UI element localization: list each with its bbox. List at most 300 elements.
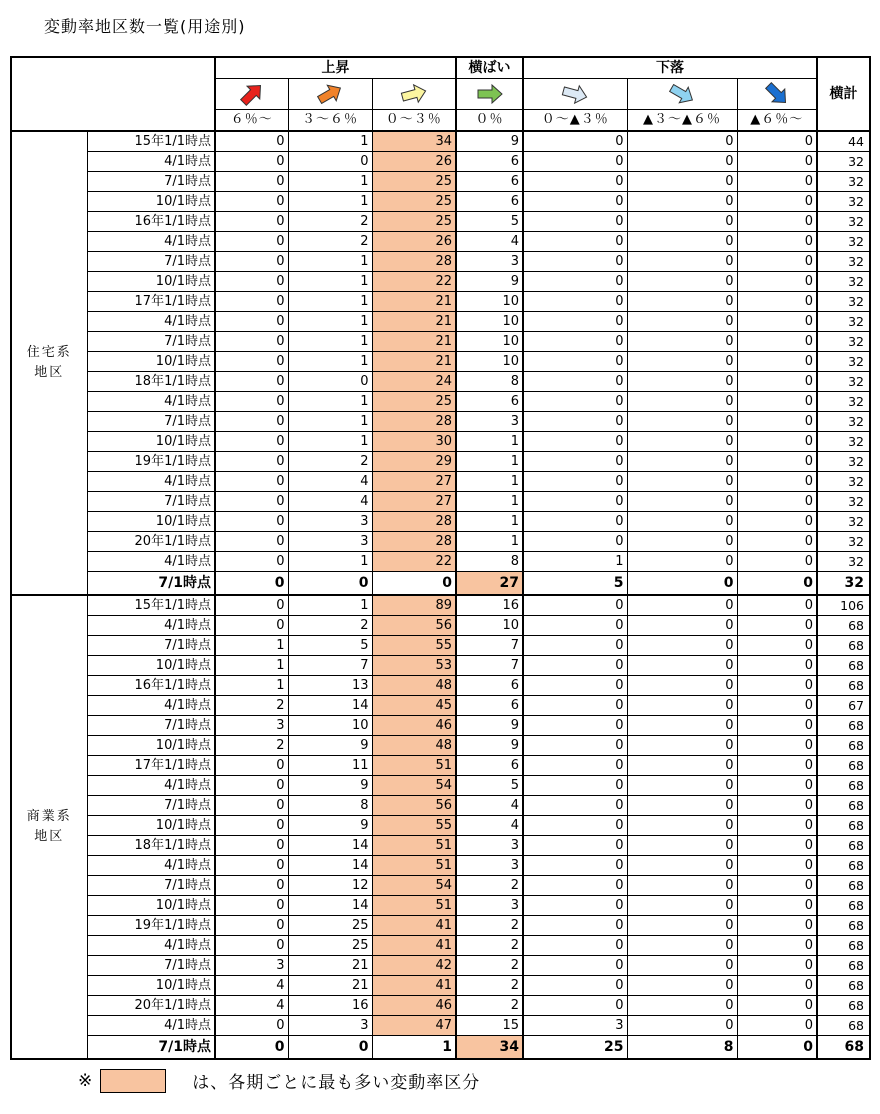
value-cell: 0 [523,452,627,472]
value-cell: 0 [215,152,288,172]
row-total: 32 [817,412,870,432]
value-cell: 0 [627,876,737,896]
arrow-down-slight-icon [560,81,590,107]
period-label: 18年1/1時点 [87,372,215,392]
value-cell: 2 [288,452,372,472]
table-row [11,392,870,412]
value-cell: 0 [737,392,817,412]
value-cell: 0 [737,936,817,956]
value-cell: 21 [288,976,372,996]
period-label: 4/1時点 [87,392,215,412]
value-cell: 1 [456,532,523,552]
table-row [11,796,870,816]
value-cell: 8 [456,372,523,392]
value-cell: 0 [627,172,737,192]
value-cell: 25 [372,192,456,212]
total-header: 横計 [817,57,870,131]
value-cell: 0 [627,392,737,412]
value-cell: 0 [523,696,627,716]
period-label: 7/1時点 [87,492,215,512]
period-label: 4/1時点 [87,152,215,172]
period-label: 10/1時点 [87,272,215,292]
value-cell: 0 [737,836,817,856]
arrow-up-slight-icon [399,81,429,107]
value-cell: 0 [737,412,817,432]
value-cell: 0 [627,552,737,572]
value-cell: 0 [737,452,817,472]
value-cell: 22 [372,272,456,292]
value-cell: 0 [737,976,817,996]
value-cell: 0 [523,996,627,1016]
value-cell: 0 [627,312,737,332]
value-cell: 1 [456,512,523,532]
value-cell: 0 [523,332,627,352]
period-label: 17年1/1時点 [87,756,215,776]
value-cell: 13 [288,676,372,696]
value-cell: 0 [215,292,288,312]
value-cell: 0 [737,172,817,192]
period-label: 19年1/1時点 [87,916,215,936]
row-total: 68 [817,956,870,976]
period-label: 20年1/1時点 [87,996,215,1016]
table-row [11,716,870,736]
period-label: 15年1/1時点 [87,595,215,616]
value-cell: 14 [288,836,372,856]
value-cell: 0 [523,856,627,876]
value-cell: 0 [215,432,288,452]
value-cell: 0 [523,876,627,896]
row-total: 32 [817,332,870,352]
value-cell: 3 [215,956,288,976]
row-total: 68 [817,1036,870,1060]
value-cell: 1 [288,432,372,452]
value-cell: 24 [372,372,456,392]
group-label: 商業系 地区 [11,595,87,1059]
value-cell: 0 [288,572,372,596]
value-cell: 47 [372,1016,456,1036]
row-total: 68 [817,876,870,896]
value-cell: 0 [523,312,627,332]
value-cell: 0 [215,572,288,596]
table-row [11,676,870,696]
value-cell: 0 [737,352,817,372]
row-total: 44 [817,131,870,152]
value-cell: 2 [456,936,523,956]
value-cell: 1 [288,392,372,412]
note-text: は、各期ごとに最も多い変動率区分 [192,1073,481,1093]
arrow-cell-6 [737,79,817,110]
value-cell: 4 [456,232,523,252]
value-cell: 10 [456,616,523,636]
period-label: 16年1/1時点 [87,212,215,232]
value-cell: 0 [627,756,737,776]
row-total: 32 [817,532,870,552]
table-row [11,656,870,676]
value-cell: 1 [288,131,372,152]
value-cell: 0 [215,796,288,816]
value-cell: 0 [737,796,817,816]
value-cell: 55 [372,636,456,656]
value-cell: 21 [372,292,456,312]
period-label: 10/1時点 [87,816,215,836]
value-cell: 0 [737,896,817,916]
value-cell: 25 [523,1036,627,1060]
value-cell: 1 [288,292,372,312]
value-cell: 0 [523,212,627,232]
value-cell: 34 [372,131,456,152]
value-cell: 0 [627,512,737,532]
row-total: 32 [817,352,870,372]
period-label: 17年1/1時点 [87,292,215,312]
value-cell: 0 [627,352,737,372]
column-label-1: ３～６％ [288,110,372,132]
value-cell: 1 [456,472,523,492]
value-cell: 1 [215,636,288,656]
table-row [11,192,870,212]
value-cell: 0 [523,676,627,696]
value-cell: 0 [215,616,288,636]
value-cell: 0 [737,916,817,936]
period-label: 7/1時点 [87,636,215,656]
value-cell: 28 [372,512,456,532]
value-cell: 0 [288,152,372,172]
value-cell: 27 [456,572,523,596]
value-cell: 1 [288,192,372,212]
row-total: 32 [817,472,870,492]
table-row [11,552,870,572]
value-cell: 0 [737,1036,817,1060]
period-label: 19年1/1時点 [87,452,215,472]
table-row [11,876,870,896]
value-cell: 0 [737,152,817,172]
value-cell: 1 [288,172,372,192]
value-cell: 0 [737,212,817,232]
row-total: 32 [817,292,870,312]
value-cell: 0 [737,472,817,492]
period-label: 16年1/1時点 [87,676,215,696]
value-cell: 4 [215,976,288,996]
row-total: 32 [817,512,870,532]
value-cell: 0 [627,232,737,252]
value-cell: 1 [288,352,372,372]
value-cell: 0 [215,512,288,532]
period-label: 4/1時点 [87,232,215,252]
period-label: 7/1時点 [87,956,215,976]
row-total: 68 [817,776,870,796]
table-row [11,432,870,452]
value-cell: 0 [215,131,288,152]
table-row [11,956,870,976]
table-row [11,452,870,472]
value-cell: 25 [288,916,372,936]
row-total: 68 [817,1016,870,1036]
value-cell: 0 [215,595,288,616]
row-total: 68 [817,996,870,1016]
value-cell: 0 [523,736,627,756]
value-cell: 25 [372,212,456,232]
period-label: 7/1時点 [87,796,215,816]
highlight-swatch [100,1069,166,1093]
value-cell: 51 [372,836,456,856]
value-cell: 3 [456,896,523,916]
arrow-flat-icon [475,81,505,107]
period-label: 10/1時点 [87,896,215,916]
value-cell: 4 [456,816,523,836]
value-cell: 9 [288,776,372,796]
row-total: 68 [817,976,870,996]
value-cell: 1 [523,552,627,572]
value-cell: 0 [737,595,817,616]
value-cell: 3 [456,252,523,272]
value-cell: 5 [288,636,372,656]
table-row [11,512,870,532]
value-cell: 0 [627,492,737,512]
value-cell: 0 [523,372,627,392]
value-cell: 29 [372,452,456,472]
value-cell: 9 [456,736,523,756]
table-row [11,916,870,936]
value-cell: 2 [215,696,288,716]
value-cell: 27 [372,472,456,492]
row-total: 32 [817,172,870,192]
arrow-up-strong-icon [237,81,267,107]
value-cell: 0 [737,716,817,736]
value-cell: 26 [372,152,456,172]
value-cell: 0 [737,816,817,836]
value-cell: 0 [627,856,737,876]
value-cell: 0 [215,836,288,856]
period-label: 10/1時点 [87,352,215,372]
value-cell: 0 [737,252,817,272]
table-row [11,532,870,552]
row-total: 68 [817,676,870,696]
row-total: 32 [817,572,870,596]
value-cell: 0 [737,332,817,352]
arrow-up-mid-icon [315,81,345,107]
value-cell: 0 [627,152,737,172]
value-cell: 0 [627,532,737,552]
value-cell: 1 [215,676,288,696]
value-cell: 0 [523,776,627,796]
row-total: 32 [817,232,870,252]
value-cell: 7 [456,636,523,656]
period-label: 20年1/1時点 [87,532,215,552]
period-label: 10/1時点 [87,976,215,996]
value-cell: 5 [456,212,523,232]
value-cell: 6 [456,152,523,172]
row-total: 68 [817,816,870,836]
value-cell: 25 [372,172,456,192]
value-cell: 1 [456,452,523,472]
period-label: 4/1時点 [87,696,215,716]
value-cell: 56 [372,616,456,636]
value-cell: 0 [215,1016,288,1036]
table-row [11,172,870,192]
value-cell: 0 [523,232,627,252]
arrow-cell-2 [372,79,456,110]
table-row [11,1016,870,1036]
value-cell: 8 [627,1036,737,1060]
value-cell: 6 [456,392,523,412]
value-cell: 16 [288,996,372,1016]
value-cell: 0 [737,776,817,796]
period-label: 7/1時点 [87,1036,215,1060]
value-cell: 5 [456,776,523,796]
value-cell: 0 [523,512,627,532]
value-cell: 6 [456,676,523,696]
period-label: 4/1時点 [87,936,215,956]
value-cell: 0 [523,131,627,152]
period-label: 7/1時点 [87,876,215,896]
value-cell: 0 [215,272,288,292]
value-cell: 0 [523,352,627,372]
row-total: 32 [817,392,870,412]
value-cell: 0 [215,1036,288,1060]
value-cell: 0 [215,412,288,432]
value-cell: 1 [288,595,372,616]
value-cell: 0 [215,252,288,272]
value-cell: 0 [372,572,456,596]
value-cell: 3 [288,532,372,552]
row-total: 32 [817,432,870,452]
period-label: 7/1時点 [87,572,215,596]
value-cell: 51 [372,856,456,876]
value-cell: 2 [456,996,523,1016]
value-cell: 14 [288,896,372,916]
value-cell: 0 [737,736,817,756]
value-cell: 0 [523,816,627,836]
table-row [11,412,870,432]
value-cell: 0 [288,1036,372,1060]
value-cell: 0 [523,796,627,816]
value-cell: 41 [372,976,456,996]
row-total: 32 [817,492,870,512]
value-cell: 0 [627,916,737,936]
value-cell: 0 [523,916,627,936]
table-row [11,492,870,512]
row-total: 106 [817,595,870,616]
value-cell: 0 [523,492,627,512]
value-cell: 0 [523,292,627,312]
value-cell: 55 [372,816,456,836]
value-cell: 0 [215,756,288,776]
group-label: 住宅系 地区 [11,131,87,595]
value-cell: 1 [215,656,288,676]
value-cell: 0 [737,676,817,696]
value-cell: 0 [737,996,817,1016]
value-cell: 0 [627,332,737,352]
value-cell: 0 [737,192,817,212]
value-cell: 53 [372,656,456,676]
value-cell: 0 [627,976,737,996]
value-cell: 0 [523,432,627,452]
value-cell: 6 [456,192,523,212]
table-row [11,131,870,152]
value-cell: 0 [737,131,817,152]
land-price-table [10,56,871,1060]
value-cell: 0 [737,552,817,572]
value-cell: 0 [523,656,627,676]
value-cell: 0 [737,636,817,656]
value-cell: 0 [215,936,288,956]
value-cell: 8 [456,552,523,572]
flat-header: 横ばい [456,57,523,79]
value-cell: 0 [215,392,288,412]
value-cell: 0 [627,452,737,472]
table-row [11,292,870,312]
row-total: 68 [817,756,870,776]
value-cell: 28 [372,412,456,432]
value-cell: 1 [288,252,372,272]
table-row [11,272,870,292]
arrow-cell-0 [215,79,288,110]
row-total: 68 [817,836,870,856]
value-cell: 0 [523,412,627,432]
table-row [11,836,870,856]
value-cell: 0 [737,232,817,252]
value-cell: 0 [627,1016,737,1036]
table-row [11,232,870,252]
value-cell: 10 [456,332,523,352]
value-cell: 10 [456,292,523,312]
value-cell: 0 [737,372,817,392]
row-total: 32 [817,452,870,472]
value-cell: 34 [456,1036,523,1060]
value-cell: 21 [372,352,456,372]
value-cell: 0 [215,212,288,232]
row-total: 32 [817,272,870,292]
value-cell: 0 [627,936,737,956]
value-cell: 0 [215,232,288,252]
value-cell: 3 [288,1016,372,1036]
value-cell: 42 [372,956,456,976]
value-cell: 2 [456,876,523,896]
value-cell: 9 [456,716,523,736]
value-cell: 51 [372,756,456,776]
value-cell: 0 [627,572,737,596]
value-cell: 0 [627,736,737,756]
value-cell: 0 [627,616,737,636]
value-cell: 2 [288,616,372,636]
period-label: 10/1時点 [87,192,215,212]
value-cell: 46 [372,716,456,736]
value-cell: 0 [523,472,627,492]
value-cell: 0 [737,292,817,312]
value-cell: 22 [372,552,456,572]
value-cell: 2 [288,232,372,252]
row-total: 32 [817,152,870,172]
value-cell: 28 [372,252,456,272]
value-cell: 41 [372,916,456,936]
value-cell: 0 [215,372,288,392]
table-row [11,936,870,956]
value-cell: 2 [456,976,523,996]
value-cell: 4 [215,996,288,1016]
value-cell: 0 [523,172,627,192]
value-cell: 4 [456,796,523,816]
value-cell: 48 [372,676,456,696]
value-cell: 21 [372,332,456,352]
value-cell: 2 [456,916,523,936]
value-cell: 3 [215,716,288,736]
table-row [11,312,870,332]
value-cell: 0 [215,776,288,796]
table-row [11,816,870,836]
value-cell: 0 [215,332,288,352]
value-cell: 0 [215,352,288,372]
value-cell: 15 [456,1016,523,1036]
value-cell: 3 [456,412,523,432]
